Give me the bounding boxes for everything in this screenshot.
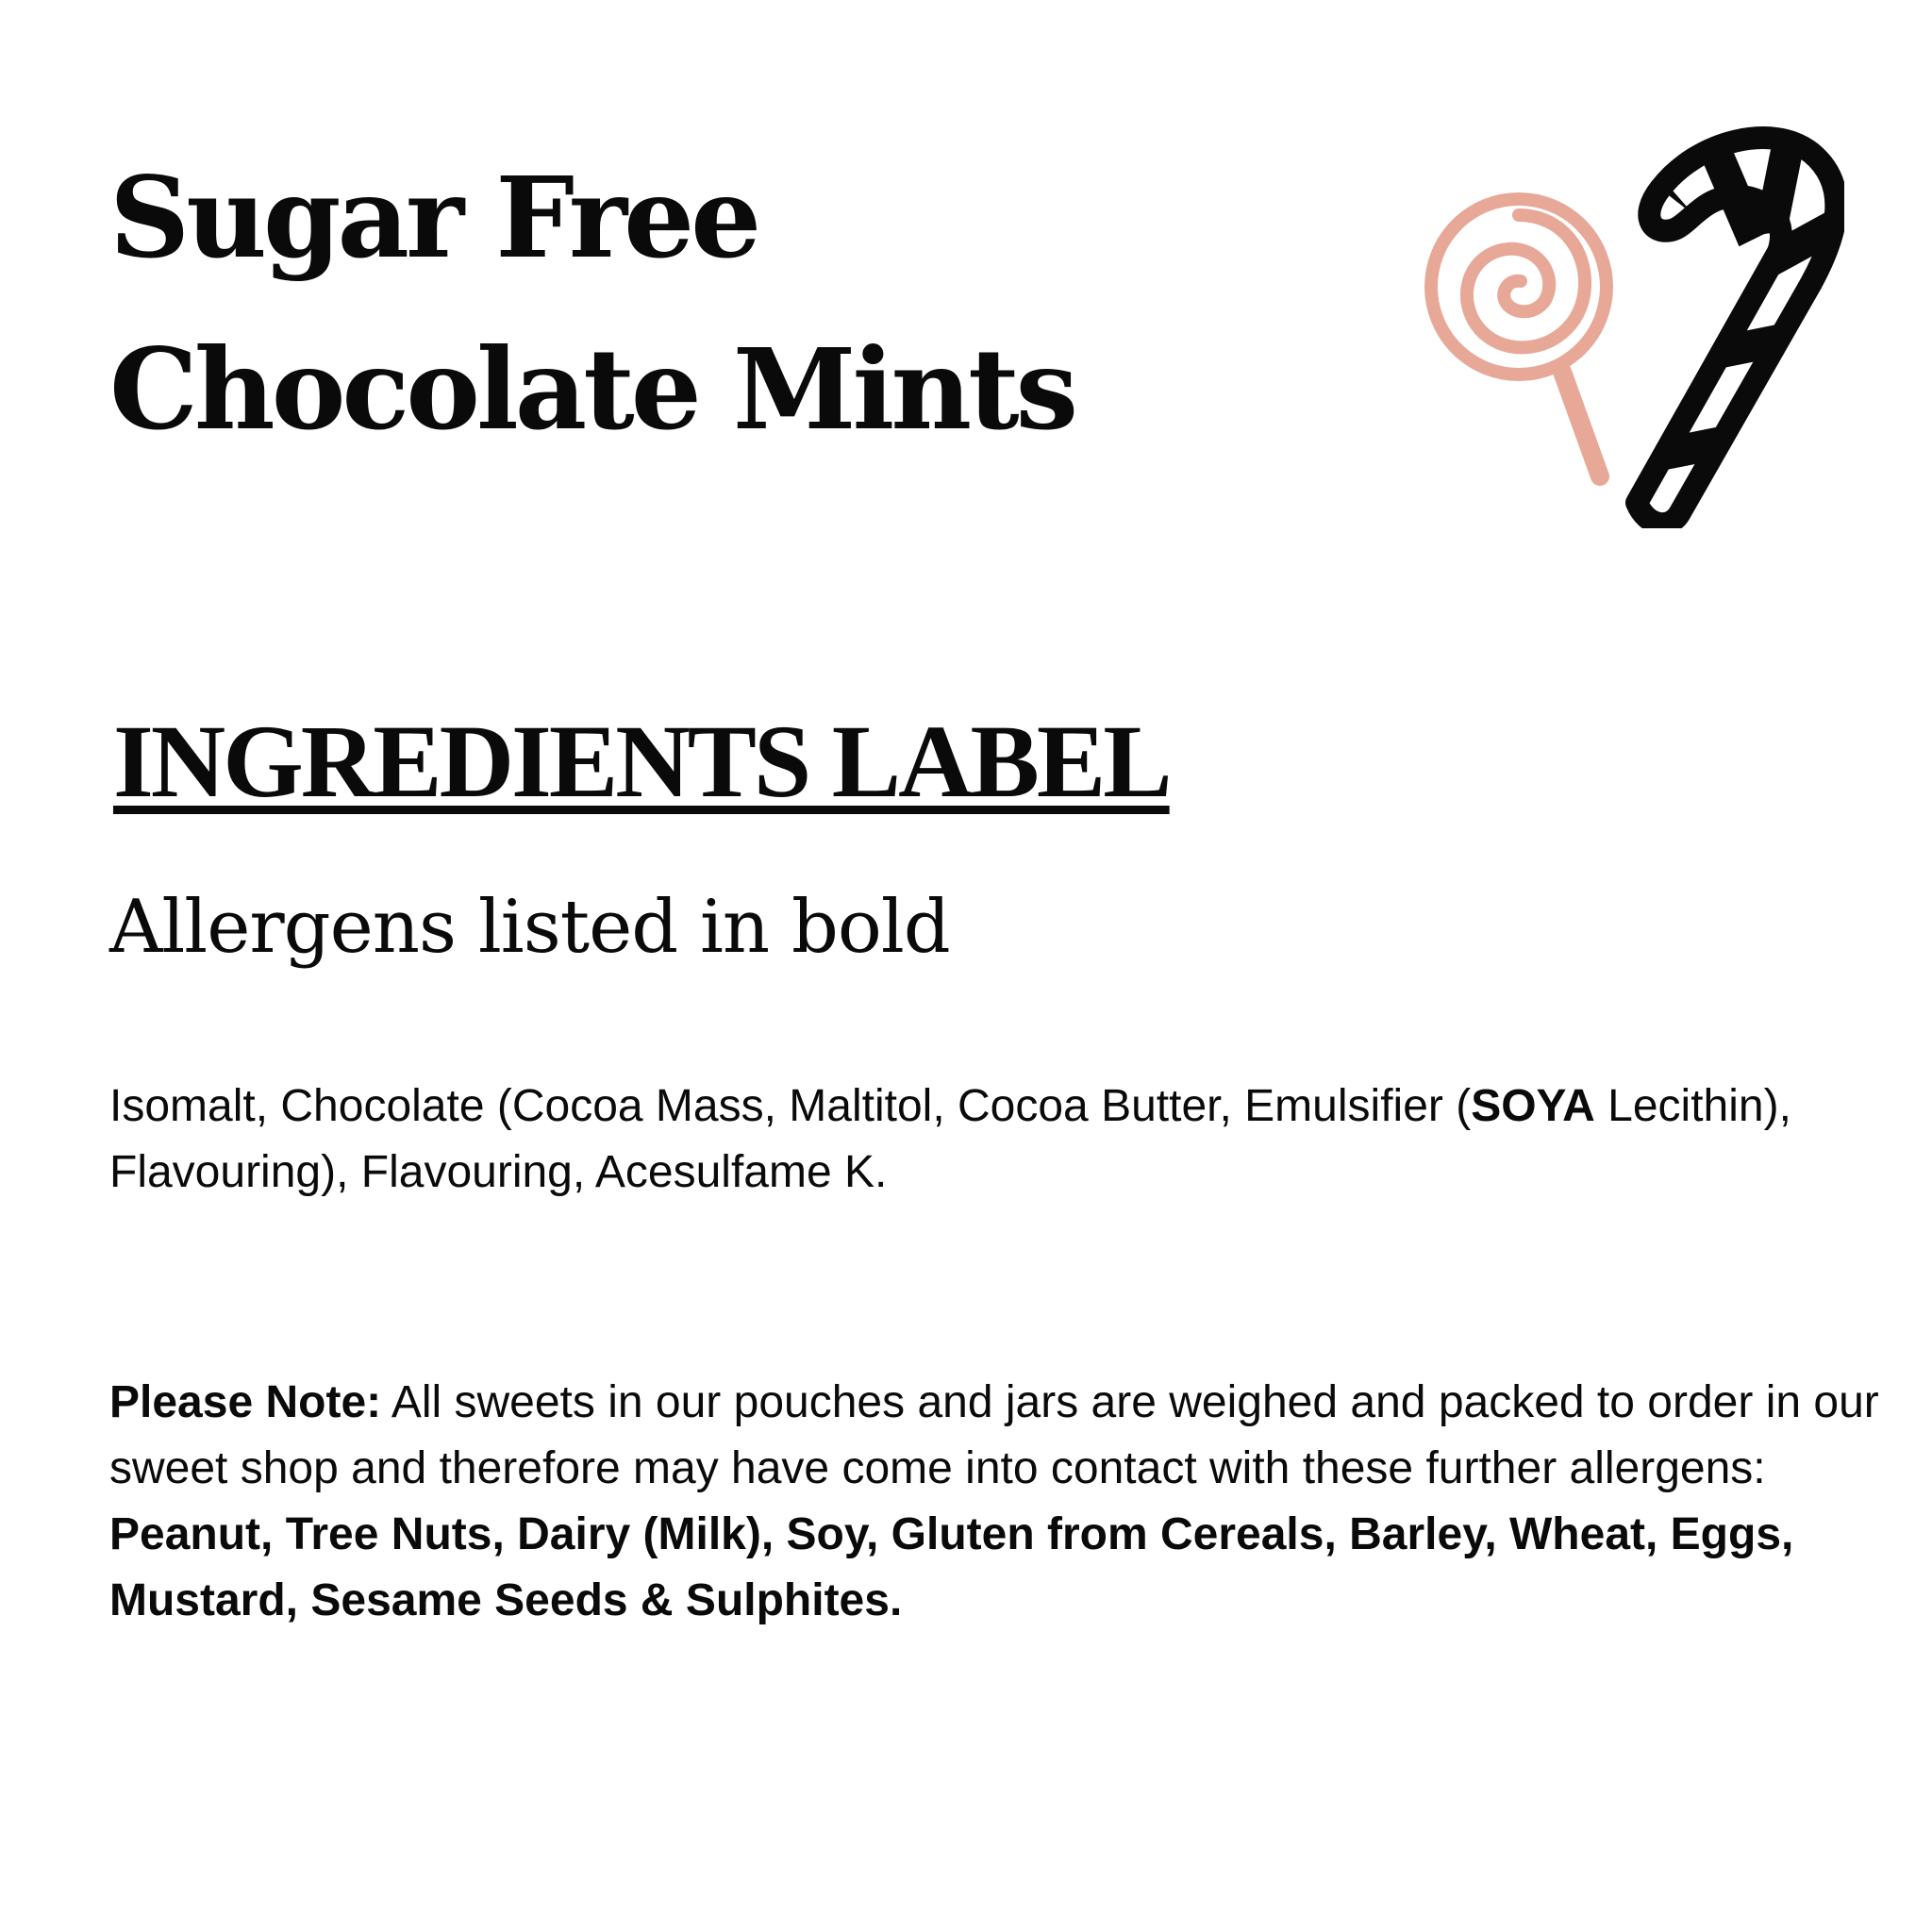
ingredients-list-end: Lecithin), Flavouring), Flavouring, Acesulfame K.	[109, 1081, 1791, 1197]
product-title	[109, 132, 1074, 475]
allergy-note	[109, 1370, 1883, 1634]
section-heading: INGREDIENTS LABEL	[113, 704, 1170, 819]
allergen-subheading: Allergens listed in bold	[109, 885, 950, 970]
sweets-illustration	[1424, 94, 1844, 528]
further-allergens-list: Peanut, Tree Nuts, Dairy (Milk), Soy, Gluten from Cereals, Barley, Wheat, Eggs, Mustard, Sesame Seeds & Sulphites.	[109, 1509, 1794, 1625]
allergen-soya: SOYA	[1471, 1081, 1595, 1131]
note-label: Please Note:	[109, 1377, 382, 1427]
ingredients-text	[109, 1074, 1864, 1206]
lollipop-icon	[1431, 199, 1607, 476]
product-title-line-1: Sugar Free	[109, 152, 758, 283]
product-title-line-2: Chocolate Mints	[109, 324, 1075, 455]
ingredients-list-start: Isomalt, Chocolate (Cocoa Mass, Maltitol, Cocoa Butter, Emulsifier (	[109, 1081, 1472, 1131]
note-body: All sweets in our pouches and jars are weighed and packed to order in our sweet shop and therefore may have come into contact with these further allergens:	[109, 1377, 1879, 1493]
